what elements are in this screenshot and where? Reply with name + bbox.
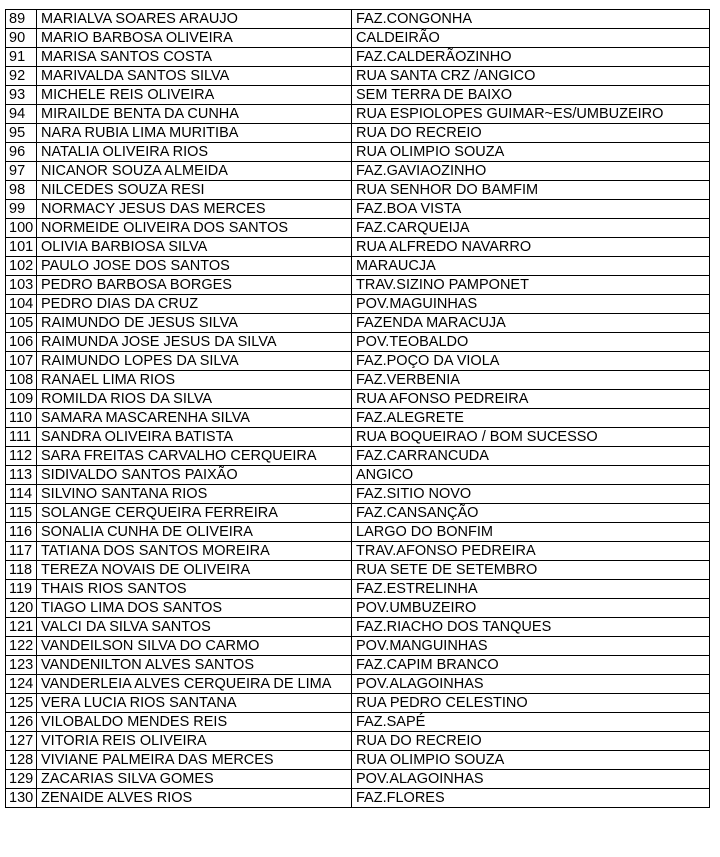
person-name: MARISA SANTOS COSTA: [37, 48, 352, 67]
address: POV.TEOBALDO: [352, 333, 710, 352]
row-number: 124: [6, 675, 37, 694]
address: FAZ.CARRANCUDA: [352, 447, 710, 466]
person-name: TEREZA NOVAIS DE OLIVEIRA: [37, 561, 352, 580]
person-name: RAIMUNDO LOPES DA SILVA: [37, 352, 352, 371]
roster-table: [5, 9, 710, 808]
address: FAZ.SAPÉ: [352, 713, 710, 732]
roster-body: [6, 10, 710, 808]
table-row: [6, 542, 710, 561]
address: FAZ.RIACHO DOS TANQUES: [352, 618, 710, 637]
row-number: 119: [6, 580, 37, 599]
table-row: [6, 580, 710, 599]
row-number: 109: [6, 390, 37, 409]
table-row: [6, 48, 710, 67]
person-name: MARIALVA SOARES ARAUJO: [37, 10, 352, 29]
row-number: 118: [6, 561, 37, 580]
person-name: THAIS RIOS SANTOS: [37, 580, 352, 599]
address: POV.UMBUZEIRO: [352, 599, 710, 618]
address: RUA PEDRO CELESTINO: [352, 694, 710, 713]
row-number: 95: [6, 124, 37, 143]
address: FAZENDA MARACUJA: [352, 314, 710, 333]
address: RUA SENHOR DO BAMFIM: [352, 181, 710, 200]
address: ANGICO: [352, 466, 710, 485]
row-number: 106: [6, 333, 37, 352]
table-row: [6, 371, 710, 390]
table-row: [6, 124, 710, 143]
row-number: 123: [6, 656, 37, 675]
person-name: SILVINO SANTANA RIOS: [37, 485, 352, 504]
row-number: 94: [6, 105, 37, 124]
table-row: [6, 10, 710, 29]
row-number: 100: [6, 219, 37, 238]
person-name: VIVIANE PALMEIRA DAS MERCES: [37, 751, 352, 770]
table-row: [6, 504, 710, 523]
address: RUA DO RECREIO: [352, 732, 710, 751]
table-row: [6, 694, 710, 713]
row-number: 130: [6, 789, 37, 808]
address: POV.MAGUINHAS: [352, 295, 710, 314]
table-row: [6, 713, 710, 732]
person-name: SOLANGE CERQUEIRA FERREIRA: [37, 504, 352, 523]
address: RUA DO RECREIO: [352, 124, 710, 143]
row-number: 121: [6, 618, 37, 637]
row-number: 122: [6, 637, 37, 656]
address: FAZ.CONGONHA: [352, 10, 710, 29]
table-row: [6, 675, 710, 694]
address: RUA BOQUEIRAO / BOM SUCESSO: [352, 428, 710, 447]
address: RUA SANTA CRZ /ANGICO: [352, 67, 710, 86]
address: RUA ESPIOLOPES GUIMAR~ES/UMBUZEIRO: [352, 105, 710, 124]
address: FAZ.POÇO DA VIOLA: [352, 352, 710, 371]
person-name: MARIO BARBOSA OLIVEIRA: [37, 29, 352, 48]
address: RUA SETE DE SETEMBRO: [352, 561, 710, 580]
row-number: 96: [6, 143, 37, 162]
address: FAZ.SITIO NOVO: [352, 485, 710, 504]
person-name: NATALIA OLIVEIRA RIOS: [37, 143, 352, 162]
person-name: VALCI DA SILVA SANTOS: [37, 618, 352, 637]
table-row: [6, 447, 710, 466]
person-name: VILOBALDO MENDES REIS: [37, 713, 352, 732]
table-row: [6, 599, 710, 618]
address: RUA OLIMPIO SOUZA: [352, 143, 710, 162]
row-number: 101: [6, 238, 37, 257]
table-row: [6, 428, 710, 447]
row-number: 102: [6, 257, 37, 276]
row-number: 120: [6, 599, 37, 618]
person-name: SARA FREITAS CARVALHO CERQUEIRA: [37, 447, 352, 466]
row-number: 111: [6, 428, 37, 447]
address: FAZ.FLORES: [352, 789, 710, 808]
person-name: NILCEDES SOUZA RESI: [37, 181, 352, 200]
person-name: ROMILDA RIOS DA SILVA: [37, 390, 352, 409]
person-name: OLIVIA BARBIOSA SILVA: [37, 238, 352, 257]
table-row: [6, 466, 710, 485]
row-number: 117: [6, 542, 37, 561]
table-row: [6, 523, 710, 542]
table-row: [6, 732, 710, 751]
table-row: [6, 333, 710, 352]
person-name: SAMARA MASCARENHA SILVA: [37, 409, 352, 428]
person-name: VANDENILTON ALVES SANTOS: [37, 656, 352, 675]
address: FAZ.VERBENIA: [352, 371, 710, 390]
address: LARGO DO BONFIM: [352, 523, 710, 542]
address: TRAV.SIZINO PAMPONET: [352, 276, 710, 295]
person-name: VANDEILSON SILVA DO CARMO: [37, 637, 352, 656]
person-name: MIRAILDE BENTA DA CUNHA: [37, 105, 352, 124]
table-row: [6, 276, 710, 295]
address: FAZ.ALEGRETE: [352, 409, 710, 428]
row-number: 89: [6, 10, 37, 29]
table-row: [6, 29, 710, 48]
address: CALDEIRÃO: [352, 29, 710, 48]
table-row: [6, 200, 710, 219]
person-name: RAIMUNDO DE JESUS SILVA: [37, 314, 352, 333]
person-name: PAULO JOSE DOS SANTOS: [37, 257, 352, 276]
person-name: VITORIA REIS OLIVEIRA: [37, 732, 352, 751]
row-number: 97: [6, 162, 37, 181]
table-row: [6, 618, 710, 637]
row-number: 126: [6, 713, 37, 732]
address: FAZ.GAVIAOZINHO: [352, 162, 710, 181]
address: POV.MANGUINHAS: [352, 637, 710, 656]
person-name: PEDRO DIAS DA CRUZ: [37, 295, 352, 314]
address: MARAUCJA: [352, 257, 710, 276]
table-row: [6, 105, 710, 124]
table-row: [6, 409, 710, 428]
table-row: [6, 86, 710, 105]
person-name: RAIMUNDA JOSE JESUS DA SILVA: [37, 333, 352, 352]
person-name: NARA RUBIA LIMA MURITIBA: [37, 124, 352, 143]
row-number: 129: [6, 770, 37, 789]
row-number: 113: [6, 466, 37, 485]
address: POV.ALAGOINHAS: [352, 770, 710, 789]
table-row: [6, 485, 710, 504]
person-name: PEDRO BARBOSA BORGES: [37, 276, 352, 295]
address: RUA OLIMPIO SOUZA: [352, 751, 710, 770]
table-row: [6, 219, 710, 238]
address: FAZ.CANSANÇÃO: [352, 504, 710, 523]
address: FAZ.BOA VISTA: [352, 200, 710, 219]
person-name: NORMEIDE OLIVEIRA DOS SANTOS: [37, 219, 352, 238]
person-name: SONALIA CUNHA DE OLIVEIRA: [37, 523, 352, 542]
row-number: 98: [6, 181, 37, 200]
person-name: SIDIVALDO SANTOS PAIXÃO: [37, 466, 352, 485]
address: FAZ.CAPIM BRANCO: [352, 656, 710, 675]
person-name: SANDRA OLIVEIRA BATISTA: [37, 428, 352, 447]
table-row: [6, 789, 710, 808]
row-number: 92: [6, 67, 37, 86]
table-row: [6, 181, 710, 200]
table-row: [6, 561, 710, 580]
row-number: 127: [6, 732, 37, 751]
row-number: 90: [6, 29, 37, 48]
address: RUA AFONSO PEDREIRA: [352, 390, 710, 409]
address: FAZ.CARQUEIJA: [352, 219, 710, 238]
row-number: 128: [6, 751, 37, 770]
address: POV.ALAGOINHAS: [352, 675, 710, 694]
row-number: 115: [6, 504, 37, 523]
address: FAZ.CALDERÃOZINHO: [352, 48, 710, 67]
person-name: VERA LUCIA RIOS SANTANA: [37, 694, 352, 713]
table-row: [6, 770, 710, 789]
person-name: ZENAIDE ALVES RIOS: [37, 789, 352, 808]
person-name: NORMACY JESUS DAS MERCES: [37, 200, 352, 219]
person-name: TIAGO LIMA DOS SANTOS: [37, 599, 352, 618]
row-number: 104: [6, 295, 37, 314]
row-number: 107: [6, 352, 37, 371]
table-row: [6, 390, 710, 409]
table-row: [6, 656, 710, 675]
person-name: MARIVALDA SANTOS SILVA: [37, 67, 352, 86]
person-name: NICANOR SOUZA ALMEIDA: [37, 162, 352, 181]
row-number: 116: [6, 523, 37, 542]
address: RUA ALFREDO NAVARRO: [352, 238, 710, 257]
row-number: 99: [6, 200, 37, 219]
table-row: [6, 67, 710, 86]
table-row: [6, 751, 710, 770]
address: TRAV.AFONSO PEDREIRA: [352, 542, 710, 561]
person-name: TATIANA DOS SANTOS MOREIRA: [37, 542, 352, 561]
table-row: [6, 352, 710, 371]
table-row: [6, 314, 710, 333]
row-number: 112: [6, 447, 37, 466]
table-row: [6, 637, 710, 656]
row-number: 114: [6, 485, 37, 504]
person-name: ZACARIAS SILVA GOMES: [37, 770, 352, 789]
person-name: RANAEL LIMA RIOS: [37, 371, 352, 390]
person-name: VANDERLEIA ALVES CERQUEIRA DE LIMA: [37, 675, 352, 694]
table-row: [6, 257, 710, 276]
row-number: 91: [6, 48, 37, 67]
row-number: 105: [6, 314, 37, 333]
person-name: MICHELE REIS OLIVEIRA: [37, 86, 352, 105]
row-number: 103: [6, 276, 37, 295]
table-row: [6, 295, 710, 314]
table-row: [6, 162, 710, 181]
row-number: 108: [6, 371, 37, 390]
table-row: [6, 238, 710, 257]
row-number: 125: [6, 694, 37, 713]
address: SEM TERRA DE BAIXO: [352, 86, 710, 105]
address: FAZ.ESTRELINHA: [352, 580, 710, 599]
row-number: 93: [6, 86, 37, 105]
table-row: [6, 143, 710, 162]
row-number: 110: [6, 409, 37, 428]
